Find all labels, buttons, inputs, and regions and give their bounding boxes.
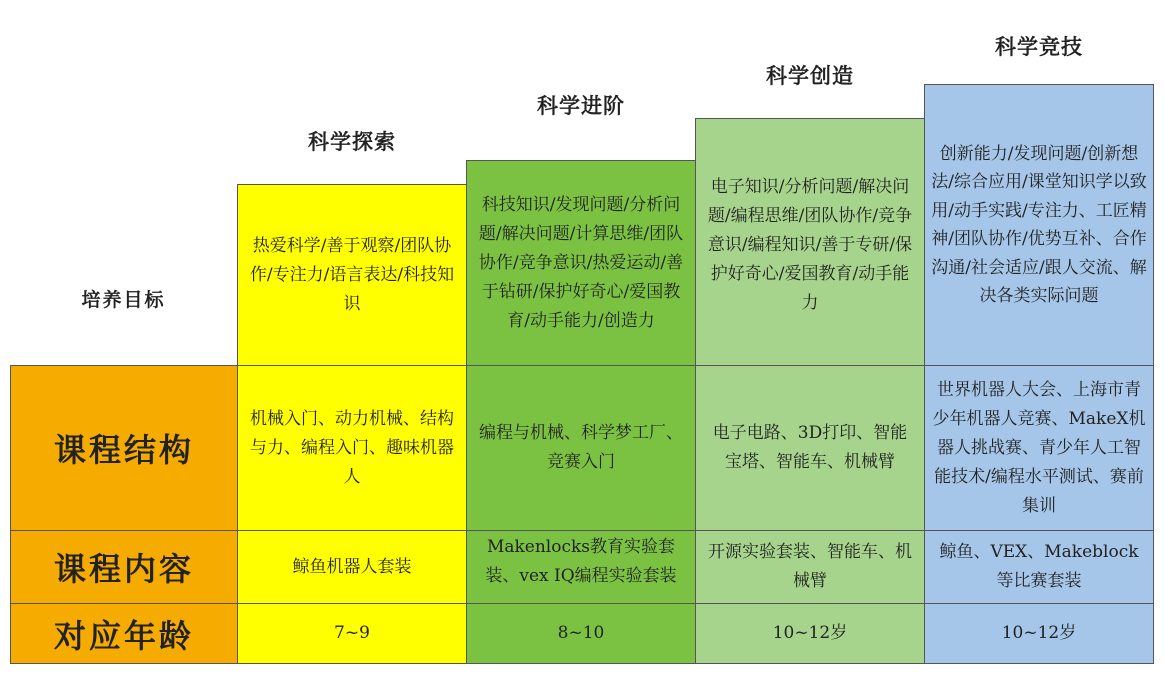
goal-label: 培养目标 [81, 289, 166, 311]
structure-text-explore: 机械入门、动力机械、结构与力、编程入门、趣味机器人 [250, 408, 454, 487]
goal-compete-text: 创新能力/发现问题/创新想法/综合应用/课堂知识学以致用/动手实践/专注力、工匠精神/团队协作/优势互补、合作沟通/社会适应/跟人交流、解决各类实际问题 [931, 143, 1147, 306]
content-cell-compete [924, 530, 1154, 604]
goal-explore [237, 184, 467, 366]
structure-cell-compete [924, 365, 1154, 531]
structure-cell-explore [237, 365, 467, 531]
structure-text-create: 电子电路、3D打印、智能宝塔、智能车、机械臂 [712, 423, 908, 472]
level-title-compete: 科学竞技 [995, 34, 1083, 59]
age-cell-compete [924, 603, 1154, 664]
content-cell-explore [237, 530, 467, 604]
level-title-advance: 科学进阶 [537, 93, 625, 118]
structure-cell-advance [466, 365, 696, 531]
goal-create [695, 118, 925, 366]
age-cell-create [695, 603, 925, 664]
row-header-content-text: 课程内容 [53, 550, 194, 588]
level-title-create: 科学创造 [766, 63, 854, 88]
content-text-advance: Makenlocks教育实验套装、vex IQ编程实验套装 [485, 537, 677, 586]
structure-cell-create [695, 365, 925, 531]
age-text-create: 10~12岁 [772, 623, 848, 643]
goal-compete [924, 84, 1154, 366]
content-text-explore: 鲸鱼机器人套装 [292, 556, 412, 577]
goal-advance-text: 科技知识/发现问题/分析问题/解决问题/计算思维/团队协作/竞争意识/热爱运动/善于钻研/保护好奇心/爱国教育/动手能力/创造力 [478, 194, 684, 331]
age-text-advance: 8~10 [557, 623, 605, 643]
content-text-compete: 鲸鱼、VEX、Makeblock等比赛套装 [939, 542, 1139, 591]
row-header-content [10, 530, 238, 604]
row-header-structure [10, 365, 238, 531]
age-cell-explore [237, 603, 467, 664]
level-title-explore: 科学探索 [308, 129, 396, 154]
age-text-compete: 10~12岁 [1001, 623, 1077, 643]
content-text-create: 开源实验套装、智能车、机械臂 [708, 542, 912, 591]
age-text-explore: 7~9 [334, 623, 370, 643]
structure-text-compete: 世界机器人大会、上海市青少年机器人竞赛、MakeX机器人挑战赛、青少年人工智能技术/编程水平测试、赛前集训 [932, 379, 1146, 516]
row-header-structure-text: 课程结构 [53, 431, 194, 469]
goal-explore-text: 热爱科学/善于观察/团队协作/专注力/语言表达/科技知识 [249, 235, 455, 314]
goal-advance [466, 160, 696, 366]
structure-text-advance: 编程与机械、科学梦工厂、竞赛入门 [479, 423, 683, 472]
goal-create-text: 电子知识/分析问题/解决问题/编程思维/团队协作/竞争意识/编程知识/善于专研/保护好奇心/爱国教育/动手能力 [707, 177, 913, 313]
row-header-age [10, 603, 238, 664]
content-cell-create [695, 530, 925, 604]
content-cell-advance [466, 530, 696, 604]
row-header-age-text: 对应年龄 [53, 616, 194, 655]
age-cell-advance [466, 603, 696, 664]
